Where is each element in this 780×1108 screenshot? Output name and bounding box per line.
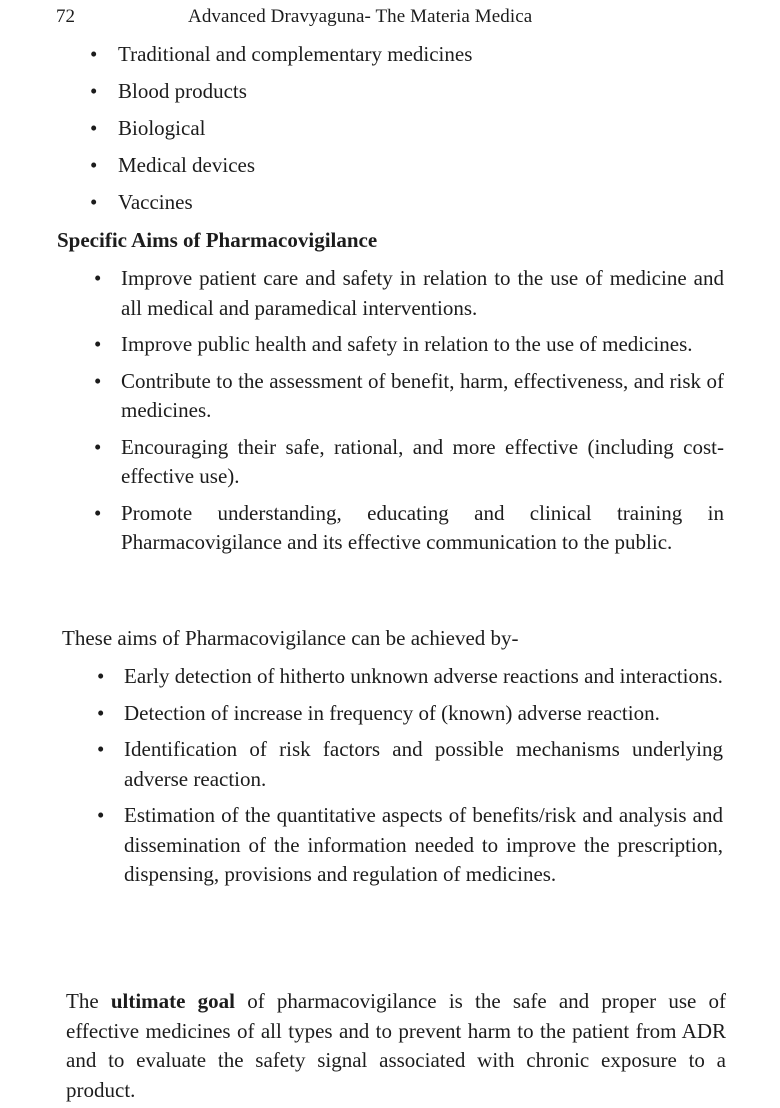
running-title: Advanced Dravyaguna- The Materia Medica — [188, 6, 533, 27]
bullet-icon: • — [94, 368, 102, 393]
list-item — [94, 264, 724, 323]
list-item-text: Estimation of the quantitative aspects of benefits/risk and analysis and dissemination of the information needed to improve the prescription, dispensing, provisions and regulation of medicines. — [124, 803, 723, 886]
list-item-text: Biological — [118, 116, 206, 140]
bullet-icon: • — [97, 803, 105, 827]
bullet-icon: • — [94, 434, 102, 459]
list-item — [90, 153, 472, 190]
list-item — [94, 367, 724, 426]
bullet-icon: • — [90, 153, 98, 177]
list-item — [97, 662, 723, 692]
list-item-text: Traditional and complementary medicines — [118, 42, 473, 66]
list-item — [90, 79, 472, 116]
closing-emphasis: ultimate goal — [110, 989, 236, 1013]
list-item — [90, 116, 472, 153]
list-item-text: Vaccines — [118, 190, 193, 214]
list-item-text: Early detection of hitherto unknown adverse reactions and interactions. — [124, 664, 723, 688]
bullet-icon: • — [90, 42, 98, 66]
list-item-text: Encouraging their safe, rational, and more effective (including cost-effective use). — [121, 434, 724, 488]
list-item — [94, 330, 724, 360]
page-number: 72 — [56, 6, 75, 27]
bullet-icon: • — [94, 332, 102, 356]
achieved-intro: These aims of Pharmacovigilance can be achieved by- — [62, 626, 519, 650]
bullet-icon: • — [90, 79, 98, 103]
list-item-text: Detection of increase in frequency of (known) adverse reaction. — [124, 700, 660, 725]
list-item — [97, 735, 723, 794]
product-list — [90, 42, 472, 227]
page-header — [0, 4, 780, 32]
list-item — [94, 433, 724, 492]
list-item — [90, 42, 472, 79]
list-item — [94, 499, 724, 558]
list-item-text: Promote understanding, educating and clinical training in Pharmacovigilance and its effective communication to the public. — [121, 500, 724, 554]
achieved-list — [97, 662, 723, 897]
closing-lead: The — [66, 989, 111, 1013]
list-item — [97, 699, 723, 729]
list-item-text: Blood products — [118, 79, 247, 103]
bullet-icon: • — [97, 700, 105, 725]
closing-rest: of pharmacovigilance is the safe and proper use of effective medicines of all types and to prevent harm to the patient from ADR and to evaluate the safety signal associated with chronic exposure to a product. — [66, 989, 726, 1102]
bullet-icon: • — [94, 266, 102, 290]
bullet-icon: • — [97, 664, 105, 688]
list-item-text: Contribute to the assessment of benefit, harm, effectiveness, and risk of medicines. — [121, 368, 724, 422]
list-item-text: Improve patient care and safety in relation to the use of medicine and all medical and paramedical interventions. — [121, 266, 724, 320]
bullet-icon: • — [90, 116, 98, 140]
section-heading: Specific Aims of Pharmacovigilance — [57, 228, 378, 252]
list-item-text: Identification of risk factors and possible mechanisms underlying adverse reaction. — [124, 737, 723, 791]
bullet-icon: • — [97, 737, 105, 761]
list-item-text: Medical devices — [118, 153, 256, 177]
bullet-icon: • — [90, 190, 98, 214]
list-item — [97, 801, 723, 890]
closing-paragraph — [66, 987, 726, 1105]
aims-list — [94, 264, 724, 565]
list-item-text: Improve public health and safety in relation to the use of medicines. — [121, 332, 693, 356]
list-item — [90, 190, 472, 227]
bullet-icon: • — [94, 500, 102, 525]
